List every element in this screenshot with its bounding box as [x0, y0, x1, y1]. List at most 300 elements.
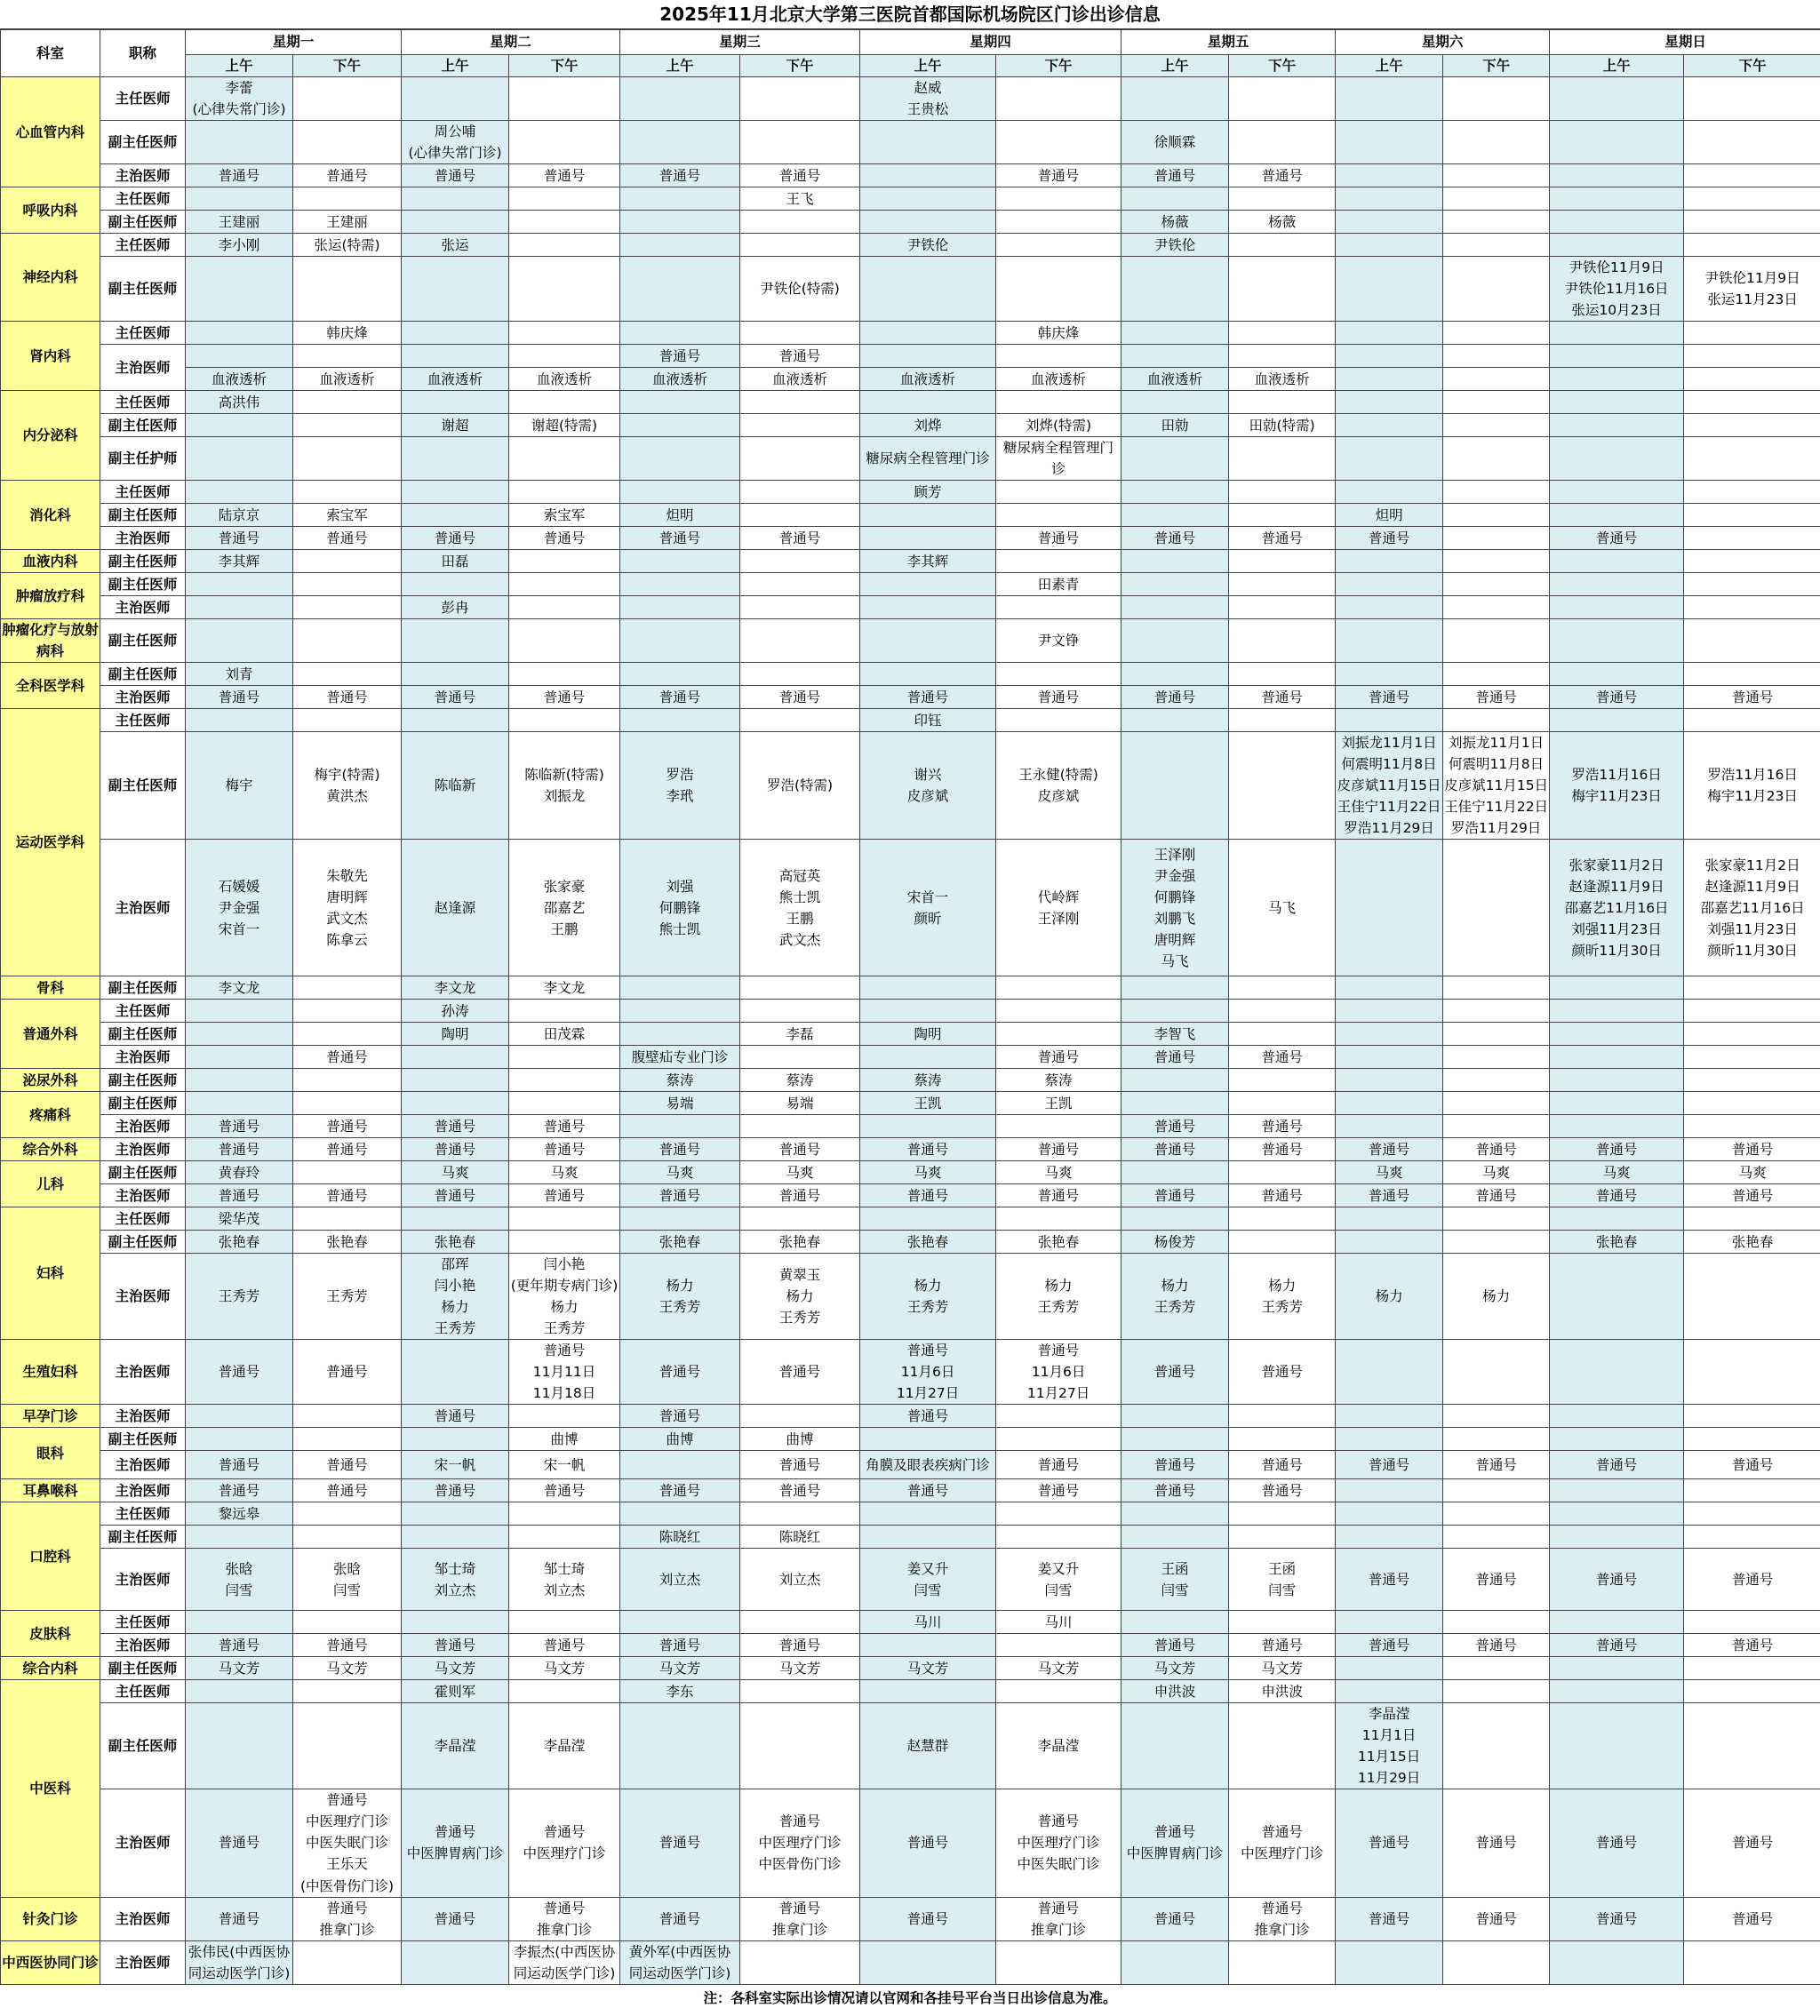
- schedule-cell: [740, 504, 860, 527]
- schedule-cell: [620, 976, 740, 1000]
- schedule-cell: 普通号: [620, 1479, 740, 1502]
- schedule-cell: [1550, 1023, 1684, 1046]
- schedule-cell: [1550, 437, 1684, 481]
- schedule-cell: 杨薇: [1229, 211, 1336, 234]
- schedule-cell: [402, 663, 509, 686]
- schedule-cell: 普通号 11月6日 11月27日: [860, 1340, 996, 1405]
- schedule-cell: [996, 1634, 1122, 1657]
- schedule-cell: [1122, 976, 1229, 1000]
- schedule-cell: [1122, 257, 1229, 322]
- schedule-cell: 尹铁伦(特需): [740, 257, 860, 322]
- schedule-cell: [996, 596, 1122, 619]
- table-row: [1, 437, 1820, 481]
- schedule-cell: 陆京京: [186, 504, 293, 527]
- schedule-cell: 李文龙: [402, 976, 509, 1000]
- schedule-cell: [1443, 1526, 1550, 1549]
- header-am: 上午: [1122, 55, 1229, 77]
- schedule-cell: 角膜及眼表疾病门诊: [860, 1451, 996, 1479]
- schedule-cell: [1684, 573, 1820, 596]
- schedule-cell: 普通号: [293, 1451, 402, 1479]
- table-row: [1, 1680, 1820, 1703]
- schedule-cell: [1684, 1526, 1820, 1549]
- schedule-cell: [996, 709, 1122, 732]
- schedule-cell: [1229, 1940, 1336, 1984]
- schedule-cell: 杨力 王秀芳: [860, 1254, 996, 1340]
- schedule-cell: [1443, 1231, 1550, 1254]
- title-cell: 主治医师: [100, 1634, 186, 1657]
- dept-cell: 血液内科: [1, 550, 100, 573]
- title-cell: 主治医师: [100, 527, 186, 550]
- schedule-cell: 张晗 闫雪: [293, 1549, 402, 1611]
- dept-cell: 妇科: [1, 1207, 100, 1340]
- schedule-cell: 普通号: [1684, 1138, 1820, 1161]
- schedule-cell: [293, 1207, 402, 1231]
- schedule-cell: [186, 437, 293, 481]
- schedule-cell: 普通号: [1550, 686, 1684, 709]
- schedule-cell: [1336, 1023, 1443, 1046]
- schedule-cell: 杨力 王秀芳: [620, 1254, 740, 1340]
- schedule-cell: [996, 345, 1122, 368]
- schedule-cell: [509, 391, 620, 414]
- schedule-cell: [402, 1526, 509, 1549]
- dept-cell: 心血管内科: [1, 77, 100, 187]
- schedule-cell: [1684, 1428, 1820, 1451]
- schedule-cell: 梁华茂: [186, 1207, 293, 1231]
- schedule-cell: 普通号: [1550, 1789, 1684, 1897]
- schedule-cell: 邵珲 闫小艳 杨力 王秀芳: [402, 1254, 509, 1340]
- table-row: [1, 1207, 1820, 1231]
- dept-cell: 耳鼻喉科: [1, 1479, 100, 1502]
- schedule-cell: [740, 1000, 860, 1023]
- schedule-cell: 田素青: [996, 573, 1122, 596]
- schedule-cell: [1443, 840, 1550, 976]
- schedule-cell: [1336, 322, 1443, 345]
- schedule-cell: 黄翠玉 杨力 王秀芳: [740, 1254, 860, 1340]
- schedule-cell: [1443, 77, 1550, 121]
- schedule-cell: 普通号: [1229, 686, 1336, 709]
- schedule-cell: [1336, 211, 1443, 234]
- schedule-cell: [186, 596, 293, 619]
- schedule-cell: 马爽: [509, 1161, 620, 1184]
- schedule-cell: 普通号: [1684, 686, 1820, 709]
- schedule-cell: [293, 1502, 402, 1526]
- schedule-cell: [293, 1940, 402, 1984]
- title-cell: 副主任护师: [100, 437, 186, 481]
- schedule-cell: [740, 77, 860, 121]
- dept-cell: 消化科: [1, 481, 100, 550]
- dept-cell: 皮肤科: [1, 1611, 100, 1657]
- table-header: [1, 30, 1820, 77]
- schedule-cell: [620, 550, 740, 573]
- schedule-cell: 普通号: [1229, 1184, 1336, 1207]
- schedule-cell: 普通号: [1229, 1138, 1336, 1161]
- schedule-cell: 尹铁伦: [860, 234, 996, 257]
- schedule-cell: [509, 709, 620, 732]
- schedule-cell: [293, 77, 402, 121]
- schedule-cell: [402, 257, 509, 322]
- schedule-cell: [996, 504, 1122, 527]
- header-day: 星期六: [1336, 30, 1550, 55]
- schedule-cell: 谢超(特需): [509, 414, 620, 437]
- schedule-cell: 普通号: [186, 686, 293, 709]
- schedule-cell: 普通号: [186, 164, 293, 187]
- schedule-cell: 王函 闫雪: [1122, 1549, 1229, 1611]
- schedule-cell: 王永健(特需) 皮彦斌: [996, 732, 1122, 840]
- schedule-cell: [1443, 1000, 1550, 1023]
- dept-cell: 神经内科: [1, 234, 100, 322]
- schedule-cell: 李磊: [740, 1023, 860, 1046]
- schedule-cell: [1443, 1703, 1550, 1789]
- schedule-cell: [860, 1502, 996, 1526]
- schedule-cell: [620, 1451, 740, 1479]
- schedule-cell: [1122, 596, 1229, 619]
- schedule-cell: [1550, 573, 1684, 596]
- schedule-cell: [402, 187, 509, 211]
- schedule-cell: 普通号: [1336, 1897, 1443, 1940]
- schedule-cell: [1336, 1611, 1443, 1634]
- schedule-cell: [1229, 619, 1336, 663]
- schedule-cell: 黄外军(中西医协 同运动医学门诊): [620, 1940, 740, 1984]
- schedule-cell: [1336, 345, 1443, 368]
- schedule-cell: [1122, 504, 1229, 527]
- schedule-cell: [1684, 1092, 1820, 1115]
- schedule-cell: [1684, 1657, 1820, 1680]
- title-cell: 副主任医师: [100, 1092, 186, 1115]
- schedule-cell: 韩庆烽: [996, 322, 1122, 345]
- schedule-cell: 尹铁伦11月9日 张运11月23日: [1684, 257, 1820, 322]
- schedule-cell: 普通号: [1122, 1634, 1229, 1657]
- schedule-cell: [1336, 976, 1443, 1000]
- schedule-cell: 普通号: [1684, 1549, 1820, 1611]
- schedule-cell: 普通号: [996, 1184, 1122, 1207]
- schedule-cell: [1122, 663, 1229, 686]
- schedule-cell: [1122, 1940, 1229, 1984]
- table-row: [1, 234, 1820, 257]
- schedule-cell: [1684, 211, 1820, 234]
- schedule-cell: 普通号: [1122, 1046, 1229, 1069]
- schedule-cell: 普通号: [1336, 527, 1443, 550]
- schedule-cell: 李晶滢 11月1日 11月15日 11月29日: [1336, 1703, 1443, 1789]
- schedule-cell: 普通号: [996, 1138, 1122, 1161]
- schedule-cell: 普通号: [186, 1451, 293, 1479]
- schedule-cell: 糖尿病全程管理门诊: [996, 437, 1122, 481]
- header-day: 星期一: [186, 30, 402, 55]
- schedule-cell: 王秀芳: [186, 1254, 293, 1340]
- schedule-cell: [1122, 1092, 1229, 1115]
- schedule-cell: [1550, 1526, 1684, 1549]
- title-cell: 副主任医师: [100, 619, 186, 663]
- schedule-cell: [996, 187, 1122, 211]
- schedule-cell: [1336, 1207, 1443, 1231]
- schedule-cell: [1443, 1046, 1550, 1069]
- schedule-cell: [509, 1611, 620, 1634]
- schedule-cell: [1229, 709, 1336, 732]
- schedule-cell: [402, 211, 509, 234]
- schedule-cell: [860, 663, 996, 686]
- schedule-cell: 普通号: [186, 527, 293, 550]
- schedule-cell: [740, 663, 860, 686]
- schedule-cell: 普通号: [1122, 527, 1229, 550]
- schedule-cell: [1550, 1703, 1684, 1789]
- schedule-cell: [1443, 504, 1550, 527]
- title-cell: 副主任医师: [100, 550, 186, 573]
- schedule-cell: [402, 1940, 509, 1984]
- schedule-cell: 李文龙: [186, 976, 293, 1000]
- schedule-cell: [509, 437, 620, 481]
- schedule-cell: [402, 77, 509, 121]
- schedule-cell: [1336, 1479, 1443, 1502]
- schedule-cell: 马文芳: [509, 1657, 620, 1680]
- schedule-cell: [620, 663, 740, 686]
- schedule-cell: [1229, 234, 1336, 257]
- schedule-cell: 普通号 推拿门诊: [293, 1897, 402, 1940]
- schedule-cell: 张艳春: [293, 1231, 402, 1254]
- schedule-cell: 腹壁疝专业门诊: [620, 1046, 740, 1069]
- schedule-cell: [186, 1092, 293, 1115]
- schedule-cell: 李晶滢: [509, 1703, 620, 1789]
- schedule-cell: 杨力: [1336, 1254, 1443, 1340]
- schedule-cell: 张家豪11月2日 赵逢源11月9日 邵嘉艺11月16日 刘强11月23日 颜昕11月30日: [1550, 840, 1684, 976]
- schedule-cell: [1122, 187, 1229, 211]
- schedule-cell: 李晶滢: [402, 1703, 509, 1789]
- schedule-cell: [1229, 1526, 1336, 1549]
- schedule-cell: 刘立杰: [740, 1549, 860, 1611]
- title-cell: 主治医师: [100, 1115, 186, 1138]
- schedule-cell: 普通号: [186, 1479, 293, 1502]
- footnote: 注：各科室实际出诊情况请以官网和各挂号平台当日出诊信息为准。: [703, 1989, 1117, 2006]
- table-row: [1, 187, 1820, 211]
- schedule-cell: [1229, 1069, 1336, 1092]
- schedule-cell: 普通号: [620, 686, 740, 709]
- schedule-cell: [740, 1405, 860, 1428]
- schedule-cell: [293, 619, 402, 663]
- schedule-cell: [996, 1405, 1122, 1428]
- schedule-cell: 孙涛: [402, 1000, 509, 1023]
- schedule-cell: 刘烨: [860, 414, 996, 437]
- schedule-cell: [293, 121, 402, 164]
- table-row: [1, 414, 1820, 437]
- schedule-cell: 普通号: [996, 527, 1122, 550]
- schedule-cell: 易端: [620, 1092, 740, 1115]
- schedule-cell: [1684, 322, 1820, 345]
- schedule-cell: [1229, 1092, 1336, 1115]
- schedule-cell: [1443, 1069, 1550, 1092]
- schedule-cell: 血液透析: [402, 368, 509, 391]
- schedule-cell: [509, 663, 620, 686]
- schedule-cell: [620, 211, 740, 234]
- schedule-cell: 王建丽: [293, 211, 402, 234]
- schedule-cell: 罗浩11月16日 梅宇11月23日: [1550, 732, 1684, 840]
- schedule-cell: [1336, 481, 1443, 504]
- schedule-cell: 刘立杰: [620, 1549, 740, 1611]
- dept-cell: 肿瘤化疗与放射病科: [1, 619, 100, 663]
- dept-cell: 眼科: [1, 1428, 100, 1479]
- schedule-cell: [996, 1115, 1122, 1138]
- schedule-cell: [1336, 164, 1443, 187]
- table-row: [1, 1789, 1820, 1897]
- schedule-cell: [509, 345, 620, 368]
- schedule-cell: 赵逢源: [402, 840, 509, 976]
- table-row: [1, 1634, 1820, 1657]
- schedule-cell: 普通号: [293, 1340, 402, 1405]
- schedule-cell: [1684, 1207, 1820, 1231]
- dept-cell: 疼痛科: [1, 1092, 100, 1138]
- table-row: [1, 504, 1820, 527]
- schedule-cell: 普通号: [1550, 1184, 1684, 1207]
- title-cell: 副主任医师: [100, 121, 186, 164]
- title-cell: 主任医师: [100, 709, 186, 732]
- schedule-cell: 普通号: [620, 1184, 740, 1207]
- schedule-cell: [1443, 619, 1550, 663]
- schedule-cell: 张伟民(中西医协 同运动医学门诊): [186, 1940, 293, 1984]
- schedule-cell: [186, 1023, 293, 1046]
- schedule-cell: [1336, 234, 1443, 257]
- schedule-cell: [1550, 1069, 1684, 1092]
- table-row: [1, 164, 1820, 187]
- schedule-cell: [996, 1207, 1122, 1231]
- table-row: [1, 1231, 1820, 1254]
- header-pm: 下午: [509, 55, 620, 77]
- schedule-cell: 易端: [740, 1092, 860, 1115]
- schedule-cell: [620, 322, 740, 345]
- schedule-cell: [1336, 391, 1443, 414]
- schedule-cell: 张艳春: [996, 1231, 1122, 1254]
- table-row: [1, 77, 1820, 121]
- schedule-cell: 陶明: [860, 1023, 996, 1046]
- schedule-cell: [1336, 414, 1443, 437]
- schedule-cell: 张艳春: [1684, 1231, 1820, 1254]
- schedule-cell: [740, 1940, 860, 1984]
- schedule-cell: 陈晓红: [620, 1526, 740, 1549]
- table-row: [1, 1340, 1820, 1405]
- schedule-cell: 马飞: [1229, 840, 1336, 976]
- schedule-cell: [860, 345, 996, 368]
- schedule-cell: [509, 1069, 620, 1092]
- schedule-cell: [1550, 619, 1684, 663]
- schedule-cell: [1229, 322, 1336, 345]
- table-row: [1, 1428, 1820, 1451]
- header-day: 星期四: [860, 30, 1122, 55]
- schedule-cell: [1443, 1940, 1550, 1984]
- table-row: [1, 1405, 1820, 1428]
- schedule-cell: 马文芳: [293, 1657, 402, 1680]
- schedule-cell: [1684, 1611, 1820, 1634]
- schedule-cell: 姜又升 闫雪: [860, 1549, 996, 1611]
- schedule-cell: [620, 1703, 740, 1789]
- schedule-cell: [740, 1207, 860, 1231]
- schedule-cell: [1443, 437, 1550, 481]
- schedule-cell: [1684, 1254, 1820, 1340]
- schedule-cell: 普通号: [1229, 1115, 1336, 1138]
- table-row: [1, 1526, 1820, 1549]
- schedule-cell: [1122, 1161, 1229, 1184]
- schedule-cell: 普通号: [402, 1115, 509, 1138]
- schedule-cell: 陶明: [402, 1023, 509, 1046]
- schedule-cell: [1550, 596, 1684, 619]
- schedule-cell: 普通号: [1443, 1634, 1550, 1657]
- schedule-cell: 普通号: [1550, 1897, 1684, 1940]
- schedule-cell: [293, 573, 402, 596]
- schedule-cell: [1229, 77, 1336, 121]
- schedule-cell: [1122, 345, 1229, 368]
- schedule-cell: 普通号 中医脾胃病门诊: [1122, 1789, 1229, 1897]
- table-row: [1, 1611, 1820, 1634]
- schedule-cell: 黎远皋: [186, 1502, 293, 1526]
- schedule-cell: 普通号: [860, 1184, 996, 1207]
- schedule-cell: [1443, 257, 1550, 322]
- schedule-cell: [1229, 391, 1336, 414]
- schedule-cell: 李其辉: [186, 550, 293, 573]
- schedule-cell: 普通号: [1336, 1634, 1443, 1657]
- schedule-cell: [860, 1940, 996, 1984]
- schedule-cell: 普通号: [740, 1184, 860, 1207]
- schedule-cell: [1336, 1405, 1443, 1428]
- header-am: 上午: [402, 55, 509, 77]
- schedule-cell: [1336, 1340, 1443, 1405]
- schedule-cell: [996, 1000, 1122, 1023]
- schedule-cell: [740, 1115, 860, 1138]
- schedule-cell: 普通号: [402, 1405, 509, 1428]
- schedule-cell: 宋一帆: [509, 1451, 620, 1479]
- schedule-cell: [293, 1023, 402, 1046]
- schedule-cell: [509, 1680, 620, 1703]
- schedule-cell: [509, 596, 620, 619]
- schedule-cell: 普通号: [1229, 1634, 1336, 1657]
- schedule-cell: 普通号: [1550, 1549, 1684, 1611]
- schedule-cell: [1684, 414, 1820, 437]
- schedule-cell: [620, 619, 740, 663]
- schedule-cell: [620, 1023, 740, 1046]
- schedule-cell: 血液透析: [740, 368, 860, 391]
- schedule-cell: [1336, 550, 1443, 573]
- schedule-cell: [186, 1000, 293, 1023]
- schedule-cell: [620, 257, 740, 322]
- schedule-cell: 普通号: [509, 1184, 620, 1207]
- schedule-cell: [1229, 345, 1336, 368]
- schedule-cell: [1550, 1115, 1684, 1138]
- schedule-cell: [996, 976, 1122, 1000]
- title-cell: 主任医师: [100, 1680, 186, 1703]
- schedule-cell: [1336, 1115, 1443, 1138]
- table-row: [1, 391, 1820, 414]
- table-row: [1, 1046, 1820, 1069]
- schedule-cell: [186, 1428, 293, 1451]
- schedule-cell: [1122, 619, 1229, 663]
- schedule-cell: [509, 322, 620, 345]
- schedule-cell: 血液透析: [620, 368, 740, 391]
- table-row: [1, 1940, 1820, 1984]
- table-row: [1, 732, 1820, 840]
- schedule-cell: [1336, 257, 1443, 322]
- schedule-cell: [740, 619, 860, 663]
- table-row: [1, 1184, 1820, 1207]
- dept-cell: 中医科: [1, 1680, 100, 1897]
- schedule-cell: [1684, 1940, 1820, 1984]
- dept-cell: 内分泌科: [1, 391, 100, 481]
- schedule-cell: 王泽刚 尹金强 何鹏锋 刘鹏飞 唐明辉 马飞: [1122, 840, 1229, 976]
- table-row: [1, 550, 1820, 573]
- schedule-cell: [1122, 1611, 1229, 1634]
- schedule-cell: 普通号 推拿门诊: [996, 1897, 1122, 1940]
- schedule-cell: 普通号: [186, 1340, 293, 1405]
- schedule-cell: [402, 437, 509, 481]
- schedule-cell: [186, 1680, 293, 1703]
- schedule-cell: [740, 573, 860, 596]
- schedule-cell: [1443, 164, 1550, 187]
- schedule-cell: 血液透析: [509, 368, 620, 391]
- schedule-cell: [1122, 1405, 1229, 1428]
- schedule-cell: 普通号: [620, 527, 740, 550]
